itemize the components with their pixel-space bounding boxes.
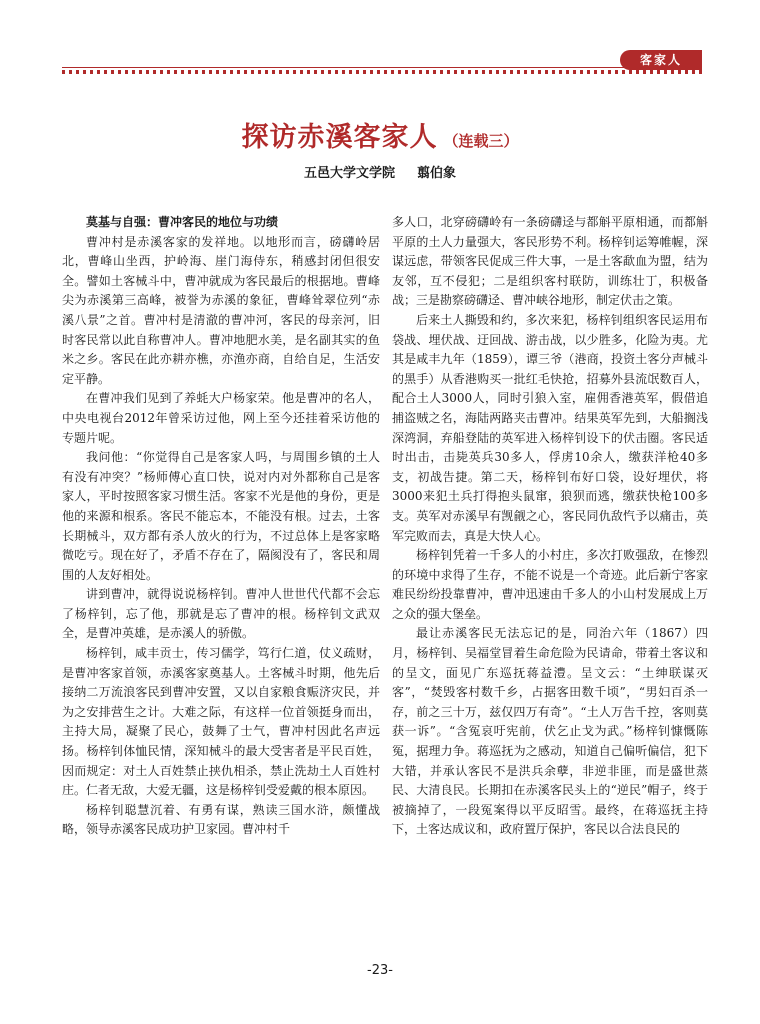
- header-decorative-rule: [62, 67, 702, 74]
- body-paragraph: 后来土人撕毁和约，多次来犯，杨梓钊组织客民运用布袋战、埋伏战、迂回战、游击战，以少胜多，化险为夷。尤其是咸丰九年（1859），谭三爷（港商，投资土客分声械斗的黑手）从香港购买一批红毛快抢，招募外县流氓数百人，配合土人3000人，同时引狼入室，雇佣香港英军，假借追捕盗贼之名，海陆两路夹击曹冲。结果英军先到，大船搁浅深湾洞，弃船登陆的英军进入杨梓钊设下的伏击圈。客民适时出击，击毙英兵30多人，俘虏10余人，缴获洋枪40多支，初战告捷。第二天，杨梓钊布好口袋，设好埋伏，将3000来犯土兵打得抱头鼠窜，狼狈而逃，缴获快枪100多支。英军对赤溪早有觊觎之心，客民同仇敌忾予以痛击，英军完败而去，真是大快人心。: [392, 312, 708, 543]
- body-paragraph: 最让赤溪客民无法忘记的是，同治六年（1867）四月，杨梓钊、吴福堂冒着生命危险为民请命，带着土客议和的呈文，面见广东巡抚蒋益澧。呈文云：“土绅联谋灭客”，“焚毁客村数千乡，占据客田数千顷”，“男妇百杀一存，前之三十万，兹仅四万有奇”。“土人万告千控，客则莫获一诉”。“含冤哀吁宪前，伏乞止戈为武。”杨梓钊慷慨陈冤，据理力争。蒋巡抚为之感动，知道自己偏听偏信，犯下大错，并承认客民不是洪兵余孽，非逆非匪，而是盛世蒸民、大清良民。长期扣在赤溪客民头上的“逆民”帽子，终于被摘掉了，一段冤案得以平反昭雪。最终，在蒋巡抚主持下，土客达成议和，政府置厅保护，客民以合法良民的: [392, 626, 708, 837]
- body-paragraph: 曹冲村是赤溪客家的发祥地。以地形而言，磅礴岭居北，曹峰山坐西，护岭海、崖门海侍东，稍感封闭但很安全。譬如土客械斗中，曹冲就成为客民最后的根据地。曹峰尖为赤溪第三高峰，被誉为赤溪的象征，曹峰耸翠位列“赤溪八景”之首。曹冲村是清澈的曹冲河，客民的母亲河，旧时客民常以此自称曹冲人。曹冲地肥水美，是名副其实的鱼米之乡。客民在此亦耕亦樵，亦渔亦商，自给自足，生活安定平静。: [62, 234, 380, 386]
- body-paragraph: 杨梓钊聪慧沉着、有勇有谋，熟读三国水浒，颇懂战略，领导赤溪客民成功护卫家园。曹冲村千: [62, 802, 380, 837]
- body-paragraph: 在曹冲我们见到了养蚝大户杨家荣。他是曹冲的名人，中央电视台2012年曾采访过他，网上至今还挂着采访他的专题片呢。: [62, 391, 380, 445]
- body-paragraph: 讲到曹冲，就得说说杨梓钊。曹冲人世世代代都不会忘了杨梓钊，忘了他，那就是忘了曹冲的根。杨梓钊文武双全，是曹冲英雄，是赤溪人的骄傲。: [62, 587, 380, 641]
- byline: [0, 162, 760, 181]
- author-name: 翦伯象: [417, 166, 457, 181]
- author-affiliation: 五邑大学文学院: [303, 166, 395, 181]
- body-paragraph: 杨梓钊凭着一千多人的小村庄，多次打败强敌，在惨烈的环境中求得了生存，不能不说是一个奇迹。此后新宁客家难民纷纷投靠曹冲，曹冲迅速由千多人的小山村发展成上万之众的强大堡垒。: [392, 548, 708, 621]
- article-subtitle: （连载三）: [443, 132, 519, 150]
- left-column: [62, 213, 380, 840]
- section-tag: 客家人: [620, 50, 702, 70]
- body-paragraph: 杨梓钊，咸丰贡士，传习儒学，笃行仁道，仗义疏财，是曹冲客家首领，赤溪客家奠基人。土客械斗时期，他先后接纳二万流浪客民到曹冲安置，又以自家粮食赈济灾民，并为之安排营生之计。大难之际，有这样一位首领挺身而出，主持大局，凝聚了民心，鼓舞了士气，曹冲村因此名声远扬。杨梓钊体恤民情，深知械斗的最大受害者是平民百姓，因而规定：对土人百姓禁止挟仇相杀，禁止洗劫土人百姓村庄。仁者无敌，大爱无疆，这是杨梓钊受爱戴的根本原因。: [62, 646, 380, 798]
- section-heading: 莫基与自强：曹冲客民的地位与功绩: [86, 215, 279, 229]
- right-column: [392, 213, 708, 840]
- body-paragraph-continued: 多人口，北穿磅礴岭有一条磅礴迳与都斛平原相通，而都斛平原的土人力量强大，客民形势不利。杨梓钊运筹帷幄，深谋远虑，带领客民促成三件大事，一是土客歃血为盟，结为友邻，互不侵犯；二是组织客村联防，训练壮丁，积极备战；三是勘察磅礴迳、曹冲峡谷地形，制定伏击之策。: [392, 215, 708, 308]
- article-title-block: [0, 115, 760, 154]
- article-title: 探访赤溪客家人: [241, 122, 438, 153]
- body-paragraph: 我问他：“你觉得自己是客家人吗，与周围乡镇的土人有没有冲突？”杨师傅心直口快，说对内对外都称自己是客家人，平时按照客家习惯生活。客家不光是他的身份，更是他的来源和根系。客民不能忘本，不能没有根。过去，土客长期械斗，双方都有杀人放火的行为，不过总体上是客家略微吃亏。现在好了，矛盾不存在了，隔阂没有了，客民和周围的人友好相处。: [62, 450, 380, 582]
- page-number: -23-: [367, 963, 393, 978]
